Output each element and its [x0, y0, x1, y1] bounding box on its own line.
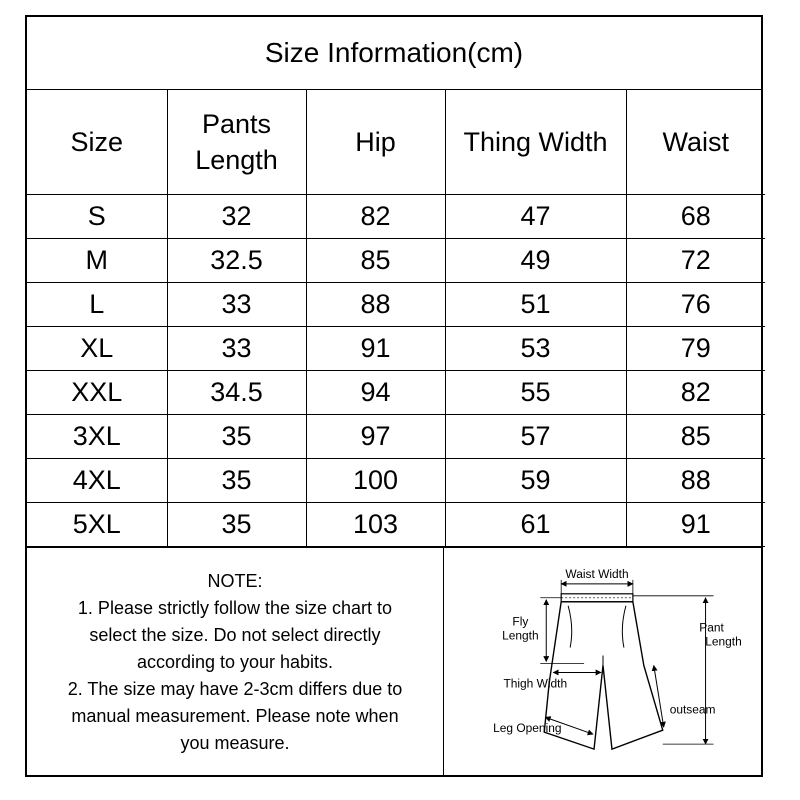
cell-waist: 68 — [626, 195, 765, 239]
note-line: 1. Please strictly follow the size chart to — [77, 598, 393, 618]
cell-thing-width: 61 — [445, 503, 626, 547]
cell-waist: 85 — [626, 415, 765, 459]
cell-waist: 72 — [626, 239, 765, 283]
cell-pants-length: 35 — [167, 459, 306, 503]
note-line: you measure. — [180, 733, 290, 753]
note-line: select the size. Do not select directly — [89, 625, 381, 645]
chart-title: Size Information(cm) — [27, 17, 761, 90]
cell-pants-length: 33 — [167, 327, 306, 371]
pants-measurement-diagram — [444, 548, 763, 777]
table-header-row — [27, 90, 765, 195]
cell-size: XXL — [27, 371, 167, 415]
size-table — [27, 90, 765, 547]
pant-length-label-1: Pant — [699, 620, 724, 635]
cell-size: S — [27, 195, 167, 239]
cell-waist: 91 — [626, 503, 765, 547]
note-line: according to your habits. — [136, 652, 334, 672]
cell-pants-length: 32 — [167, 195, 306, 239]
cell-hip: 88 — [306, 283, 445, 327]
outseam-label: outseam — [669, 702, 716, 717]
cell-pants-length: 33 — [167, 283, 306, 327]
header-thing-width: Thing Width — [445, 90, 626, 195]
cell-thing-width: 59 — [445, 459, 626, 503]
thigh-width-label: Thigh Width — [503, 676, 568, 691]
cell-hip: 94 — [306, 371, 445, 415]
cell-hip: 97 — [306, 415, 445, 459]
cell-size: 5XL — [27, 503, 167, 547]
fly-length-label-2: Length — [502, 628, 539, 643]
table-row — [27, 415, 765, 459]
note-heading: NOTE: — [207, 571, 263, 591]
size-chart-frame — [25, 15, 763, 777]
cell-thing-width: 53 — [445, 327, 626, 371]
cell-hip: 103 — [306, 503, 445, 547]
cell-pants-length: 32.5 — [167, 239, 306, 283]
header-hip: Hip — [306, 90, 445, 195]
pant-length-label-2: Length — [705, 634, 742, 649]
cell-hip: 100 — [306, 459, 445, 503]
cell-waist: 88 — [626, 459, 765, 503]
cell-thing-width: 57 — [445, 415, 626, 459]
fly-length-label-1: Fly — [512, 614, 529, 629]
table-row — [27, 459, 765, 503]
cell-size: M — [27, 239, 167, 283]
waist-width-label: Waist Width — [565, 566, 629, 581]
table-row — [27, 503, 765, 547]
cell-thing-width: 55 — [445, 371, 626, 415]
cell-size: 3XL — [27, 415, 167, 459]
cell-pants-length: 35 — [167, 503, 306, 547]
table-row — [27, 239, 765, 283]
cell-hip: 85 — [306, 239, 445, 283]
cell-size: L — [27, 283, 167, 327]
note-line: manual measurement. Please note when — [71, 706, 399, 726]
table-row — [27, 283, 765, 327]
cell-waist: 79 — [626, 327, 765, 371]
table-row — [27, 327, 765, 371]
cell-size: 4XL — [27, 459, 167, 503]
note-line: 2. The size may have 2-3cm differs due to — [67, 679, 403, 699]
cell-pants-length: 35 — [167, 415, 306, 459]
cell-waist: 76 — [626, 283, 765, 327]
pants-diagram-svg — [444, 548, 763, 777]
size-note — [27, 548, 444, 777]
cell-thing-width: 51 — [445, 283, 626, 327]
cell-pants-length: 34.5 — [167, 371, 306, 415]
cell-thing-width: 49 — [445, 239, 626, 283]
table-row — [27, 195, 765, 239]
cell-size: XL — [27, 327, 167, 371]
cell-hip: 82 — [306, 195, 445, 239]
cell-thing-width: 47 — [445, 195, 626, 239]
header-pants-length: Pants Length — [167, 90, 306, 195]
notes-section — [27, 547, 761, 777]
header-size: Size — [27, 90, 167, 195]
header-waist: Waist — [626, 90, 765, 195]
table-row — [27, 371, 765, 415]
cell-hip: 91 — [306, 327, 445, 371]
leg-opening-label: Leg Opening — [493, 721, 562, 736]
cell-waist: 82 — [626, 371, 765, 415]
